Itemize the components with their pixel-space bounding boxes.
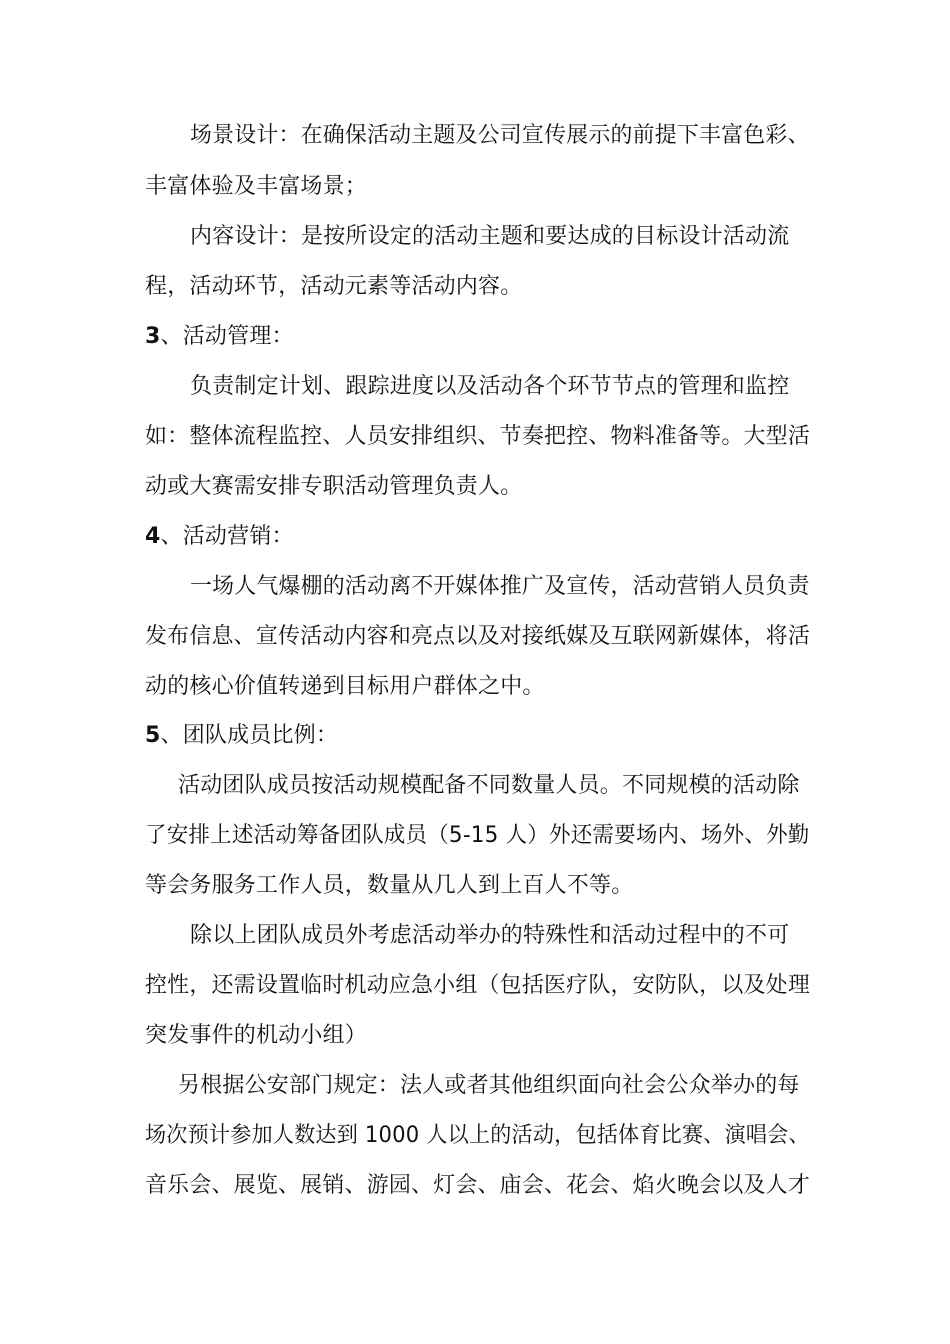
section-heading bbox=[145, 322, 294, 352]
paragraph-line: 内容设计：是按所设定的活动主题和要达成的目标设计活动流 bbox=[190, 224, 790, 249]
section-title: 、团队成员比例： bbox=[160, 723, 339, 748]
paragraph-line: 除以上团队成员外考虑活动举办的特殊性和活动过程中的不可 bbox=[190, 923, 790, 948]
section-number: 5 bbox=[145, 723, 161, 748]
paragraph-line: 动或大赛需安排专职活动管理负责人。 bbox=[145, 474, 523, 499]
paragraph-line: 场次预计参加人数达到 1000 人以上的活动，包括体育比赛、演唱会、 bbox=[145, 1123, 810, 1148]
paragraph-line: 另根据公安部门规定：法人或者其他组织面向社会公众举办的每 bbox=[178, 1073, 800, 1098]
paragraph-line: 突发事件的机动小组） bbox=[145, 1023, 368, 1048]
paragraph-line: 丰富体验及丰富场景； bbox=[145, 174, 368, 199]
section-title: 、活动营销： bbox=[160, 524, 294, 549]
paragraph-line: 发布信息、宣传活动内容和亮点以及对接纸媒及互联网新媒体，将活 bbox=[145, 624, 811, 649]
paragraph-line: 了安排上述活动筹备团队成员（5-15 人）外还需要场内、场外、外勤 bbox=[145, 823, 810, 848]
paragraph-line: 活动团队成员按活动规模配备不同数量人员。不同规模的活动除 bbox=[178, 773, 800, 798]
section-number: 3 bbox=[145, 324, 161, 349]
section-heading bbox=[145, 721, 338, 751]
paragraph-line: 如：整体流程监控、人员安排组织、节奏把控、物料准备等。大型活 bbox=[145, 424, 811, 449]
paragraph-line: 等会务服务工作人员，数量从几人到上百人不等。 bbox=[145, 873, 634, 898]
paragraph-line: 音乐会、展览、展销、游园、灯会、庙会、花会、焰火晚会以及人才 bbox=[145, 1173, 811, 1198]
section-number: 4 bbox=[145, 524, 161, 549]
section-heading bbox=[145, 522, 294, 552]
paragraph-line: 动的核心价值转递到目标用户群体之中。 bbox=[145, 674, 545, 699]
paragraph-line: 场景设计：在确保活动主题及公司宣传展示的前提下丰富色彩、 bbox=[190, 123, 810, 148]
section-title: 、活动管理： bbox=[160, 324, 294, 349]
paragraph-line: 程，活动环节，活动元素等活动内容。 bbox=[145, 274, 523, 299]
paragraph-line: 控性，还需设置临时机动应急小组（包括医疗队，安防队，以及处理 bbox=[145, 973, 811, 998]
paragraph-line: 负责制定计划、跟踪进度以及活动各个环节节点的管理和监控 bbox=[190, 374, 790, 399]
paragraph-line: 一场人气爆棚的活动离不开媒体推广及宣传，活动营销人员负责 bbox=[190, 574, 810, 599]
